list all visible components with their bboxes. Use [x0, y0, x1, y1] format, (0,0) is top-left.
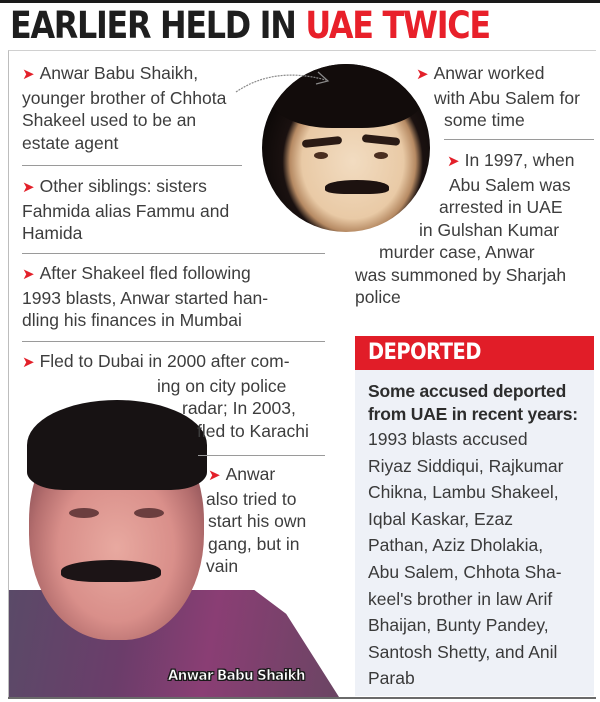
divider	[22, 341, 325, 342]
deported-title: DEPORTED	[368, 340, 481, 365]
divider	[22, 165, 242, 166]
photo-brow-left	[302, 136, 343, 148]
divider	[198, 455, 325, 456]
photo-eye-left	[314, 152, 328, 159]
fact-estate-agent: ➤ Anwar Babu Shaikh, younger brother of Chhota Shakeel used to be an estate agent	[22, 63, 227, 153]
photo-brow-right	[362, 134, 401, 146]
fact-abu-salem: ➤ Anwar worked with Abu Salem for some time	[416, 63, 580, 130]
bullet-arrow-icon: ➤	[22, 66, 35, 83]
divider	[444, 139, 594, 140]
photo-moustache	[61, 560, 161, 582]
top-rule	[0, 0, 600, 3]
fact-sharjah: ➤ In 1997, when Abu Salem was arrested in UAE in Gulshan Kumar murder case, Anwar was summoned by Sharjah police	[355, 150, 575, 307]
fact-fled-dubai: ➤ Fled to Dubai in 2000 after com- ing on city police radar; In 2003, fled to Karachi	[22, 351, 309, 441]
headline	[10, 6, 490, 46]
fact-finances: ➤ After Shakeel fled following 1993 blasts, Anwar started han- dling his finances in Mumbai	[22, 263, 269, 330]
bullet-arrow-icon: ➤	[447, 153, 460, 170]
fact-own-gang: ➤ Anwar also tried to start his own gang, but in vain	[206, 464, 307, 576]
deported-list: 1993 blasts accused Riyaz Siddiqui, Rajkumar Chikna, Lambu Shakeel, Iqbal Kaskar, Ezaz Pathan, Aziz Dholakia, Abu Salem, Chhota Sha- keel's brother in law Arif Bhaijan, Bunty Pandey, Santosh Shetty, and Anil Parab	[368, 429, 564, 689]
headline-part-1: EARLIER HELD IN	[10, 4, 296, 47]
photo-eye-left	[69, 508, 99, 518]
photo-eye-right	[134, 508, 164, 518]
divider	[22, 253, 325, 254]
photo-caption: Anwar Babu Shaikh	[168, 668, 305, 684]
curved-arrow-icon	[234, 66, 334, 96]
bullet-arrow-icon: ➤	[416, 66, 429, 83]
bullet-arrow-icon: ➤	[22, 179, 35, 196]
fact-siblings: ➤ Other siblings: sisters Fahmida alias Fammu and Hamida	[22, 176, 230, 243]
bullet-arrow-icon: ➤	[22, 354, 35, 371]
deported-subtitle: Some accused deported from UAE in recent years:	[368, 381, 578, 424]
bullet-arrow-icon: ➤	[208, 467, 221, 484]
headline-part-2: UAE TWICE	[305, 4, 490, 47]
bullet-arrow-icon: ➤	[22, 266, 35, 283]
bottom-rule	[8, 697, 596, 699]
